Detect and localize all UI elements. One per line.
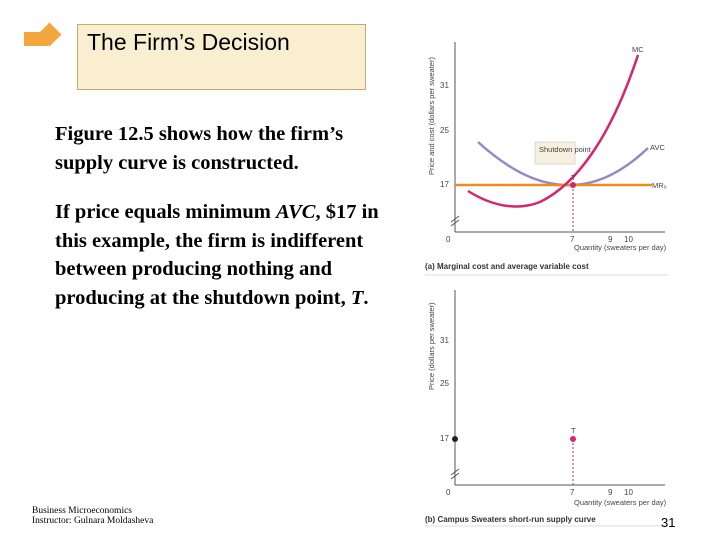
panel-b bbox=[425, 290, 668, 526]
panel-a-xlabel: Quantity (sweaters per day) bbox=[574, 243, 667, 252]
para2-text-a: If price equals minimum bbox=[55, 201, 276, 223]
para2-avc: AVC bbox=[275, 201, 316, 223]
panel-b-xlabel: Quantity (sweaters per day) bbox=[574, 498, 667, 507]
supply-point-1 bbox=[570, 436, 576, 442]
panel-b-xtick-9: 9 bbox=[608, 488, 613, 497]
panel-a-point-label: T bbox=[571, 173, 576, 182]
footer-instructor: Instructor: Gulnara Moldasheva bbox=[32, 516, 154, 526]
panel-b-point-label: T bbox=[571, 426, 576, 435]
page-title: The Firm’s Decision bbox=[87, 29, 290, 55]
mc-label: MC bbox=[632, 45, 644, 54]
panel-a-xtick-10: 10 bbox=[624, 235, 633, 244]
panel-b-ytick-17: 17 bbox=[440, 434, 449, 443]
mr-label: MR₀ bbox=[652, 181, 667, 190]
panel-a-xtick-0: 0 bbox=[446, 235, 451, 244]
panel-b-xtick-10: 10 bbox=[624, 488, 633, 497]
paragraph-1: Figure 12.5 shows how the firm’s supply curve is constructed. bbox=[55, 123, 344, 174]
shutdown-point-marker bbox=[570, 182, 576, 188]
avc-label: AVC bbox=[650, 143, 665, 152]
footer bbox=[32, 506, 153, 526]
panel-a-ytick-31: 31 bbox=[440, 81, 449, 90]
panel-a bbox=[425, 42, 668, 275]
panel-a-caption: (a) Marginal cost and average variable cost bbox=[425, 262, 589, 271]
panel-b-xtick-0: 0 bbox=[446, 488, 451, 497]
panel-a-xtick-9: 9 bbox=[608, 235, 613, 244]
panel-b-ylabel: Price (dollars per sweater) bbox=[427, 302, 436, 390]
panel-b-ytick-31: 31 bbox=[440, 336, 449, 345]
panel-a-ytick-25: 25 bbox=[440, 126, 449, 135]
para2-text-e: . bbox=[363, 286, 369, 309]
para2-text-c: , $17 in this example, the firm is indifferent between producing nothing and producing at the shutdown point, bbox=[55, 201, 379, 309]
shutdown-annotation: Shutdown point bbox=[539, 145, 591, 154]
page-number: 31 bbox=[661, 515, 676, 530]
panel-a-ytick-17: 17 bbox=[440, 180, 449, 189]
panel-b-xtick-7: 7 bbox=[570, 488, 575, 497]
supply-point-0 bbox=[452, 436, 458, 442]
panel-a-xtick-7: 7 bbox=[570, 235, 575, 244]
panel-b-points bbox=[452, 436, 576, 442]
footer-course: Business Microeconomics bbox=[32, 506, 133, 516]
para2-t: T bbox=[350, 286, 364, 309]
panel-b-ytick-25: 25 bbox=[440, 379, 449, 388]
panel-b-caption: (b) Campus Sweaters short-run supply curve bbox=[425, 515, 596, 524]
panel-a-ylabel: Price and cost (dollars per sweater) bbox=[427, 57, 436, 175]
